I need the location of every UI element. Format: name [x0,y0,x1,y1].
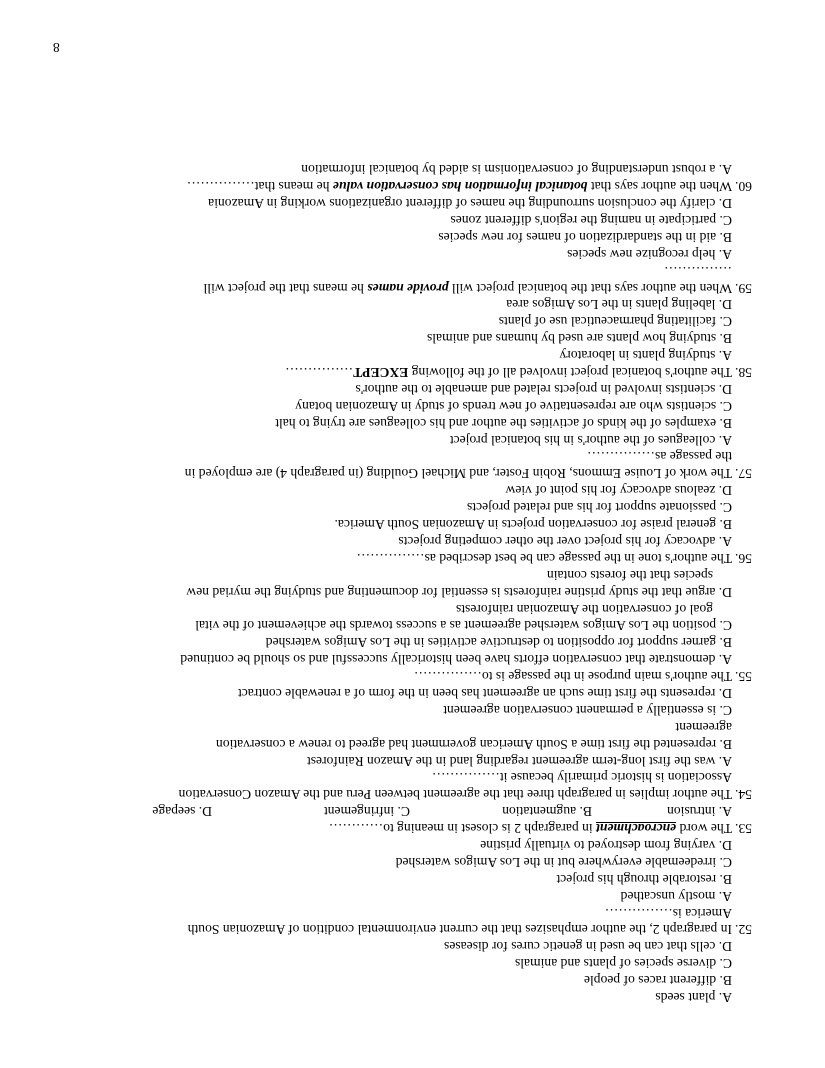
page-number: 8 [53,40,60,55]
q55-stem: 55.The author's main purpose in the passage is to…………… [413,669,752,685]
q53-option-d: D. seepage [152,804,212,820]
q57-number: 57. [735,466,752,482]
q53-option-b: B. augmentation [502,804,592,820]
q57-option-b: B. examples of the kinds of activities the author and his colleagues are trying to halt [275,415,732,431]
q55-option-a: A. demonstrate that conservation efforts have been historically successful and so should be continued [180,652,732,668]
q58-option-d: D. labeling plants in the Los Amigos area [506,297,732,313]
q55-option-b: B. garner support for opposition to destructive activities in the Los Amigos watershed [265,635,732,651]
q56-stem: 56.The author's tone in the passage can be best described as…………… [356,550,752,566]
q52-stem-cont: America is…………… [604,905,732,921]
q52-stem: 52.In paragraph 2, the author emphasizes that the current environmental condition of Amazonian South [187,922,752,938]
q60-number: 60. [735,179,752,195]
q59-option-a: A. help recognize new species [567,246,732,262]
q58-keyword: EXCEPT [353,365,409,381]
q51-option-d: D. cells that can be used in genetic cures for diseases [443,939,732,955]
q57-stem: 57.The work of Louise Emmons, Robin Foster, and Michael Goulding (in paragraph 4) are employed in [184,466,752,482]
q53-options [72,802,752,819]
q56-option-c: C. passionate support for his and related projects [466,500,732,516]
q56-option-b: B. general praise for conservation projects in Amazonian South America. [334,517,732,533]
q56-option-a: A. advocacy for his project over the other competing projects [398,533,732,549]
q59-option-b: B. aid in the standardization of names for new species [438,229,732,245]
q60-option-a: A. a robust understanding of conservationism is aided by botanical information [301,162,732,178]
q58-option-a: A. studying plants in laboratory [559,348,732,364]
q59-keyword: provide names [367,280,449,296]
q55-option-d: D. argue that the study pristine rainforests is essential for documenting and studying the myriad new [186,584,732,600]
q58-number: 58. [735,365,752,381]
q54-number: 54. [735,787,752,803]
questions-content [72,160,752,1005]
q58-option-c: C. facilitating pharmaceutical use of plants [498,314,732,330]
q57-option-d: D. scientists involved in projects related and amenable to the author's [355,381,732,397]
q59-stem: 59.When the author says that the botanical project will provide names he means that the project will [203,280,752,296]
q54-option-c: C. is essentially a permanent conservation agreement [443,702,732,718]
q51-option-a: A. plant seeds [655,990,732,1005]
q51-option-c: C. diverse species of plants and animals [514,956,732,972]
q53-number: 53. [735,821,752,837]
q58-stem: 58.The author's botanical project involved all of the following EXCEPT…………… [285,365,752,381]
q58-option-b: B. studying how plants are used by humans and animals [426,331,732,347]
q57-stem-cont: the passage as…………… [587,449,732,465]
q60-keyword: botanical information has conservation value [332,179,588,195]
q56-option-d: D. zealous advocacy for his point of view [505,483,732,499]
q52-option-a: A. mostly unscathed [620,888,732,904]
q54-option-a: A. was the first long-term agreement regarding land in the Amazon Rainforest [306,753,732,769]
q53-option-a: A. intrusion [667,804,732,820]
q52-option-b: B. restorable through his project [556,871,732,887]
q55-option-c-cont: goal of conservation the Amazonian rainforests [455,601,713,617]
q57-option-c: C. scientists who are representative of new trends of study in Amazonian botany [295,398,732,414]
q54-option-d: D. represents the first time such an agreement has been in the form of a renewable contract [237,685,732,701]
q54-stem-cont: Association is historic primarily because it…………… [431,770,732,786]
q59-option-d: D. clarify the conclusion surrounding the names of different organizations working in Amazonia [208,196,732,212]
q51-option-b: B. different races of people [583,973,732,989]
q55-number: 55. [735,669,752,685]
q57-option-a: A. colleagues of the author's in his botanical project [449,432,732,448]
q55-option-c: C. position the Los Amigos watershed agreement as a success towards the achievement of the vital [195,618,732,634]
q52-option-d: D. varying from destroyed to virtually pristine [480,837,732,853]
q54-option-b-cont: agreement [675,719,732,735]
q53-option-c: C. infringement [323,804,410,820]
q59-stem-cont: …………… [664,263,732,279]
q52-option-c: C. irredeemable everywhere but in the Los Amigos watershed [395,854,732,870]
q53-keyword: encroachment [596,821,677,837]
q59-number: 59. [735,280,752,296]
q55-option-d-cont: species that the forests contain [546,567,713,583]
q60-stem: 60.When the author says that botanical information has conservation value he means that…………… [186,179,752,195]
q53-stem: 53.The word encroachment in paragraph 2 is closest in meaning to………… [328,821,752,837]
q56-number: 56. [735,550,752,566]
q54-option-b: B. represented the first time a South American government had agreed to renew a conservation [215,736,732,752]
q52-number: 52. [735,922,752,938]
q59-option-c: C. participate in naming the region's different zones [450,213,732,229]
q54-stem: 54.The author implies in paragraph three that the agreement between Peru and the Amazon Conservation [178,787,752,803]
